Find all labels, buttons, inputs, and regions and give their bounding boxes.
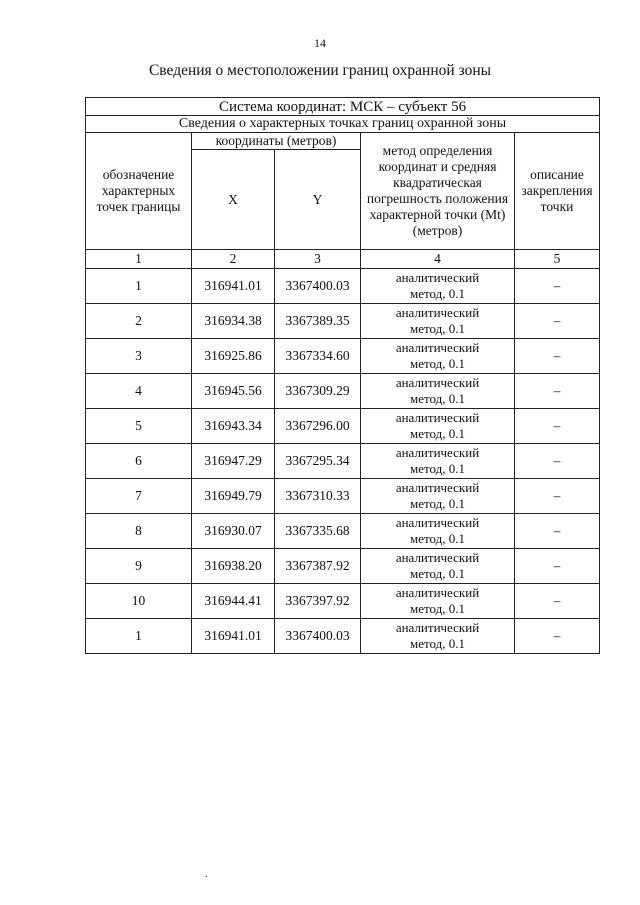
y-cell: 3367400.03 — [275, 269, 361, 304]
header-coordinates: координаты (метров) — [192, 133, 361, 150]
method-line-2: метод, 0.1 — [410, 391, 465, 406]
method-line-2: метод, 0.1 — [410, 461, 465, 476]
method-cell — [361, 514, 515, 549]
point-cell: 1 — [86, 269, 192, 304]
method-cell — [361, 549, 515, 584]
description-cell: – — [515, 549, 600, 584]
description-cell: – — [515, 339, 600, 374]
coordinate-system-cell: Система координат: МСК – субъект 56 — [86, 98, 600, 116]
point-cell: 2 — [86, 304, 192, 339]
description-cell: – — [515, 269, 600, 304]
y-cell: 3367296.00 — [275, 409, 361, 444]
column-number-2: 2 — [192, 250, 275, 269]
point-cell: 10 — [86, 584, 192, 619]
y-cell: 3367387.92 — [275, 549, 361, 584]
point-cell: 9 — [86, 549, 192, 584]
column-number-3: 3 — [275, 250, 361, 269]
method-cell — [361, 444, 515, 479]
method-line-1: аналитический — [395, 550, 480, 565]
method-line-2: метод, 0.1 — [410, 321, 465, 336]
point-cell: 1 — [86, 619, 192, 654]
y-cell: 3367295.34 — [275, 444, 361, 479]
method-line-1: аналитический — [395, 620, 480, 635]
column-numbers-row — [86, 250, 600, 269]
point-cell: 6 — [86, 444, 192, 479]
method-line-2: метод, 0.1 — [410, 426, 465, 441]
header-method: метод определения координат и средняя квадратическая погрешность положения характерной точки (Mt) (метров) — [361, 133, 515, 250]
x-cell: 316943.34 — [192, 409, 275, 444]
x-cell: 316941.01 — [192, 619, 275, 654]
method-cell — [361, 479, 515, 514]
header-row — [86, 133, 600, 150]
table-row — [86, 584, 600, 619]
x-cell: 316947.29 — [192, 444, 275, 479]
points-info-cell: Сведения о характерных точках границ охранной зоны — [86, 116, 600, 133]
description-cell: – — [515, 409, 600, 444]
column-number-1: 1 — [86, 250, 192, 269]
method-line-2: метод, 0.1 — [410, 496, 465, 511]
y-cell: 3367309.29 — [275, 374, 361, 409]
method-line-2: метод, 0.1 — [410, 566, 465, 581]
point-cell: 5 — [86, 409, 192, 444]
table-row — [86, 409, 600, 444]
method-line-1: аналитический — [395, 410, 480, 425]
method-cell — [361, 304, 515, 339]
method-line-1: аналитический — [395, 375, 480, 390]
point-cell: 4 — [86, 374, 192, 409]
method-line-2: метод, 0.1 — [410, 531, 465, 546]
method-cell — [361, 374, 515, 409]
method-cell — [361, 339, 515, 374]
column-number-5: 5 — [515, 250, 600, 269]
method-line-2: метод, 0.1 — [410, 601, 465, 616]
stray-mark: . — [205, 869, 208, 880]
coordinates-table — [85, 97, 600, 654]
column-number-4: 4 — [361, 250, 515, 269]
method-line-1: аналитический — [395, 480, 480, 495]
header-y: Y — [275, 150, 361, 250]
description-cell: – — [515, 514, 600, 549]
method-cell — [361, 584, 515, 619]
description-cell: – — [515, 479, 600, 514]
header-designation: обозначение характерных точек границы — [86, 133, 192, 250]
x-cell: 316945.56 — [192, 374, 275, 409]
x-cell: 316941.01 — [192, 269, 275, 304]
x-cell: 316944.41 — [192, 584, 275, 619]
point-cell: 8 — [86, 514, 192, 549]
point-cell: 3 — [86, 339, 192, 374]
method-cell — [361, 409, 515, 444]
method-line-2: метод, 0.1 — [410, 356, 465, 371]
method-cell — [361, 619, 515, 654]
table-row — [86, 339, 600, 374]
y-cell: 3367389.35 — [275, 304, 361, 339]
y-cell: 3367334.60 — [275, 339, 361, 374]
x-cell: 316938.20 — [192, 549, 275, 584]
table-row — [86, 514, 600, 549]
table-row — [86, 304, 600, 339]
document-title: Сведения о местоположении границ охранной зоны — [148, 62, 492, 79]
method-line-1: аналитический — [395, 445, 480, 460]
header-description: описание закрепления точки — [515, 133, 600, 250]
description-cell: – — [515, 374, 600, 409]
method-line-2: метод, 0.1 — [410, 636, 465, 651]
method-line-1: аналитический — [395, 305, 480, 320]
x-cell: 316949.79 — [192, 479, 275, 514]
table-row — [86, 444, 600, 479]
points-info-row — [86, 116, 600, 133]
description-cell: – — [515, 304, 600, 339]
table-row — [86, 549, 600, 584]
page-number: 14 — [314, 36, 326, 50]
method-line-1: аналитический — [395, 340, 480, 355]
table-row — [86, 479, 600, 514]
method-line-1: аналитический — [395, 270, 480, 285]
table-row — [86, 269, 600, 304]
y-cell: 3367310.33 — [275, 479, 361, 514]
x-cell: 316925.86 — [192, 339, 275, 374]
y-cell: 3367335.68 — [275, 514, 361, 549]
method-line-1: аналитический — [395, 585, 480, 600]
x-cell: 316934.38 — [192, 304, 275, 339]
description-cell: – — [515, 444, 600, 479]
description-cell: – — [515, 619, 600, 654]
coordinate-system-row — [86, 98, 600, 116]
point-cell: 7 — [86, 479, 192, 514]
method-line-2: метод, 0.1 — [410, 286, 465, 301]
table-row — [86, 619, 600, 654]
table-row — [86, 374, 600, 409]
y-cell: 3367400.03 — [275, 619, 361, 654]
x-cell: 316930.07 — [192, 514, 275, 549]
header-x: X — [192, 150, 275, 250]
description-cell: – — [515, 584, 600, 619]
method-cell — [361, 269, 515, 304]
method-line-1: аналитический — [395, 515, 480, 530]
y-cell: 3367397.92 — [275, 584, 361, 619]
